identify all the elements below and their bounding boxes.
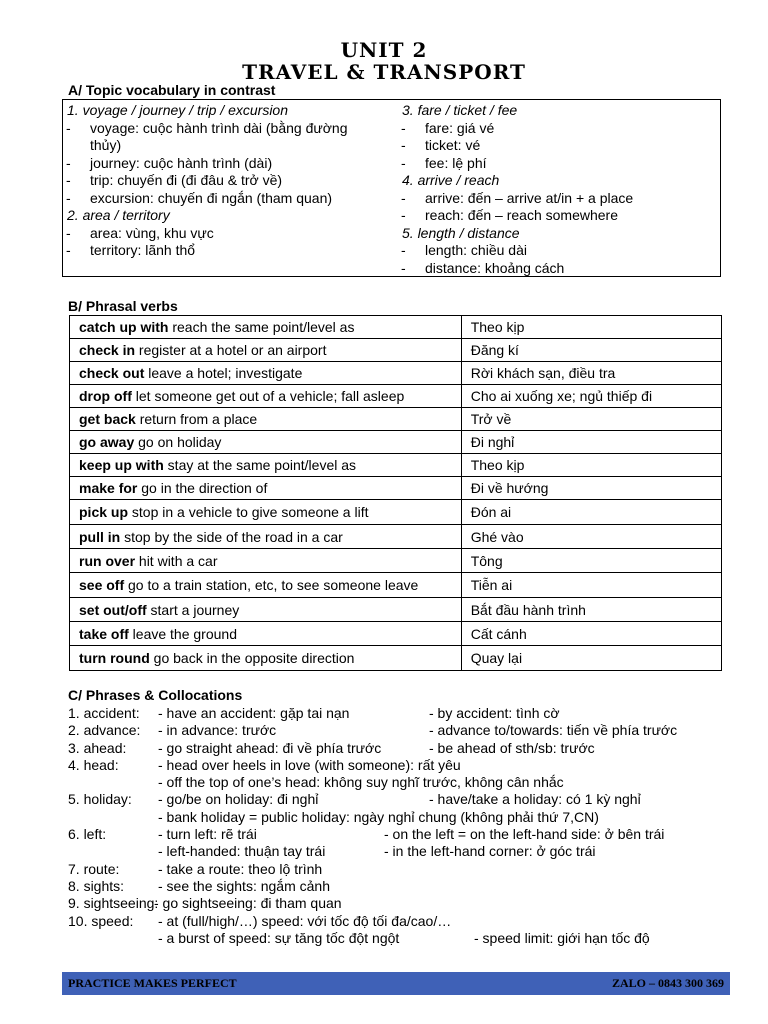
collocation-phrase: - see the sights: ngắm cảnh — [158, 877, 330, 894]
vocab-item: - reach: đến – reach somewhere — [401, 207, 618, 223]
phrasal-verb-row — [70, 362, 722, 385]
vocab-group-heading: 5. length / distance — [402, 224, 520, 241]
phrasal-verb-row — [70, 598, 722, 622]
collocation-phrase: - at (full/high/…) speed: với tốc độ tối đa/cao/… — [158, 912, 452, 929]
footer-slogan: PRACTICE MAKES PERFECT — [68, 976, 237, 990]
phrasal-verb-translation: Rời khách sạn, điều tra — [461, 362, 721, 385]
collocation-row — [68, 843, 728, 860]
section-b-heading: B/ Phrasal verbs — [68, 298, 178, 314]
phrasal-verb-definition: go to a train station, etc, to see someone leave — [124, 577, 419, 593]
collocation-row — [68, 705, 728, 722]
phrasal-verb-translation: Đi về hướng — [461, 477, 721, 500]
phrasal-verb-definition: let someone get out of a vehicle; fall asleep — [131, 388, 405, 404]
section-c-heading: C/ Phrases & Collocations — [68, 687, 243, 703]
phrasal-verb: turn round — [79, 650, 150, 666]
collocation-keyword: 10. speed: — [68, 912, 134, 929]
phrasal-verb-translation: Tông — [461, 549, 721, 573]
phrasal-verb-row — [70, 525, 722, 549]
collocation-phrase: - speed limit: giới hạn tốc độ — [474, 929, 650, 946]
vocab-item: - fee: lệ phí — [401, 154, 487, 171]
collocation-phrase: - be ahead of sth/sb: trước — [429, 739, 595, 756]
collocation-phrase: - go straight ahead: đi về phía trước — [158, 739, 382, 756]
phrasal-verb-translation: Cho ai xuống xe; ngủ thiếp đi — [461, 385, 721, 408]
phrasal-verb-row — [70, 339, 722, 362]
phrasal-verb-row — [70, 316, 722, 339]
phrasal-verb: see off — [79, 577, 125, 593]
collocation-row — [68, 774, 728, 791]
section-a-heading: A/ Topic vocabulary in contrast — [68, 82, 276, 98]
collocation-row — [68, 913, 728, 930]
collocation-row — [68, 826, 728, 843]
phrasal-verb: set out/off — [79, 601, 147, 618]
collocation-phrase: - turn left: rẽ trái — [158, 826, 257, 843]
phrasal-verb: drop off — [79, 388, 132, 404]
vocab-item: - ticket: vé — [401, 137, 481, 153]
phrasal-verb-row — [70, 477, 722, 500]
phrasal-verbs-table — [69, 315, 722, 671]
phrasal-verb-translation: Đi nghỉ — [461, 431, 721, 454]
phrasal-verb-definition: start a journey — [146, 601, 240, 618]
collocation-phrase: - take a route: theo lộ trình — [158, 860, 323, 877]
phrasal-verb-definition: leave a hotel; investigate — [144, 365, 303, 381]
collocation-keyword: 8. sights: — [68, 877, 125, 894]
vocabulary-box — [62, 99, 721, 277]
phrasal-verb: run over — [79, 552, 136, 569]
collocation-phrase: - head over heels in love (with someone): rất yêu — [158, 756, 461, 773]
collocation-phrase: - have/take a holiday: có 1 kỳ nghỉ — [429, 791, 641, 808]
phrasal-verb-row — [70, 646, 722, 671]
phrasal-verb: catch up with — [79, 319, 169, 335]
phrasal-verb-definition: stop in a vehicle to give someone a lift — [128, 504, 369, 520]
phrasal-verb-translation: Quay lại — [461, 646, 721, 671]
collocation-phrase: - on the left = on the left-hand side: ở bên trái — [384, 826, 665, 843]
collocation-row — [68, 861, 728, 878]
collocation-phrase: - have an accident: gặp tai nạn — [158, 705, 350, 721]
phrasal-verb-definition: leave the ground — [128, 625, 237, 642]
collocation-phrase: - by accident: tình cờ — [429, 705, 560, 721]
vocab-item: - trip: chuyến đi (đi đâu & trở về) — [66, 172, 283, 188]
phrasal-verb-row — [70, 431, 722, 454]
phrasal-verb-definition: go back in the opposite direction — [149, 650, 355, 666]
collocation-phrase: - advance to/towards: tiến về phía trước — [429, 722, 678, 739]
collocation-phrase: - in the left-hand corner: ở góc trái — [384, 843, 596, 860]
phrasal-verb-definition: register at a hotel or an airport — [135, 342, 327, 358]
collocation-phrase: - go/be on holiday: đi nghỉ — [158, 791, 319, 808]
phrasal-verb: take off — [79, 625, 129, 642]
phrasal-verb-row — [70, 622, 722, 646]
collocation-keyword: 7. route: — [68, 860, 120, 877]
vocab-item: thủy) — [90, 137, 122, 153]
phrasal-verb-translation: Đăng kí — [461, 339, 721, 362]
phrasal-verb: check out — [79, 365, 145, 381]
phrasal-verb-definition: return from a place — [135, 411, 258, 427]
collocation-row — [68, 791, 728, 808]
phrasal-verb-row — [70, 500, 722, 525]
collocation-keyword: 1. accident: — [68, 705, 140, 721]
vocab-item: - length: chiều dài — [401, 242, 527, 258]
collocations-list — [68, 705, 728, 947]
phrasal-verb-row — [70, 385, 722, 408]
vocabulary-left-column — [67, 102, 387, 260]
collocation-row — [68, 722, 728, 739]
phrasal-verb: get back — [79, 411, 136, 427]
vocab-group-heading: 3. fare / ticket / fee — [402, 102, 518, 118]
vocab-group-heading: 1. voyage / journey / trip / excursion — [67, 102, 288, 118]
vocab-item: - excursion: chuyến đi ngắn (tham quan) — [66, 189, 333, 206]
phrasal-verb-translation: Theo kịp — [461, 454, 721, 477]
vocab-group-heading: 2. area / territory — [67, 207, 170, 223]
phrasal-verb: pick up — [79, 504, 129, 520]
phrasal-verb: keep up with — [79, 457, 164, 473]
phrasal-verb-row — [70, 573, 722, 598]
unit-title: UNIT 2 — [340, 38, 428, 62]
footer-contact: ZALO – 0843 300 369 — [611, 976, 724, 990]
vocab-item: - voyage: cuộc hành trình dài (bằng đường — [66, 119, 348, 136]
collocation-phrase: - bank holiday = public holiday: ngày nghỉ chung (không phải thứ 7,CN) — [158, 808, 599, 825]
collocation-keyword: 5. holiday: — [68, 791, 132, 808]
phrasal-verb-translation: Trở về — [461, 408, 721, 431]
phrasal-verb-translation: Đón ai — [461, 500, 721, 525]
phrasal-verb-translation: Bắt đầu hành trình — [461, 598, 721, 622]
collocation-row — [68, 878, 728, 895]
collocation-keyword: 4. head: — [68, 756, 119, 773]
collocation-keyword: 2. advance: — [68, 722, 141, 739]
phrasal-verb-row — [70, 408, 722, 431]
vocab-item: - fare: giá vé — [401, 119, 495, 136]
vocabulary-right-column — [402, 102, 712, 277]
footer-bar — [62, 972, 730, 995]
phrasal-verb-definition: reach the same point/level as — [168, 319, 355, 335]
phrasal-verb-translation: Ghé vào — [461, 525, 721, 549]
phrasal-verb-definition: stop by the side of the road in a car — [120, 528, 343, 545]
phrasal-verb-definition: hit with a car — [135, 552, 218, 569]
collocation-keyword: 6. left: — [68, 826, 107, 843]
phrasal-verb-row — [70, 454, 722, 477]
phrasal-verb-definition: go in the direction of — [137, 480, 268, 496]
collocation-phrase: - go sightseeing: đi tham quan — [154, 895, 342, 912]
phrasal-verb-row — [70, 549, 722, 573]
collocation-row — [68, 757, 728, 774]
collocation-row — [68, 740, 728, 757]
phrasal-verb: pull in — [79, 528, 121, 545]
vocab-item: - distance: khoảng cách — [401, 259, 565, 276]
phrasal-verb-definition: stay at the same point/level as — [163, 457, 357, 473]
collocation-phrase: - off the top of one’s head: không suy nghĩ trước, không cân nhắc — [158, 774, 564, 791]
phrasal-verb-translation: Cất cánh — [461, 622, 721, 646]
vocab-item: - area: vùng, khu vực — [66, 224, 214, 241]
vocab-item: - arrive: đến – arrive at/in + a place — [401, 189, 634, 206]
unit-subtitle: TRAVEL & TRANSPORT — [242, 60, 526, 84]
vocab-item: - journey: cuộc hành trình (dài) — [66, 154, 273, 171]
phrasal-verb: go away — [79, 434, 135, 450]
collocation-phrase: - left-handed: thuận tay trái — [158, 843, 326, 860]
vocab-group-heading: 4. arrive / reach — [402, 172, 500, 188]
phrasal-verb-translation: Theo kịp — [461, 316, 721, 339]
collocation-phrase: - a burst of speed: sự tăng tốc đột ngột — [158, 929, 400, 946]
phrasal-verb: check in — [79, 342, 136, 358]
phrasal-verb-translation: Tiễn ai — [461, 573, 721, 598]
collocation-phrase: - in advance: trước — [158, 722, 277, 739]
vocab-item: - territory: lãnh thổ — [66, 242, 196, 258]
phrasal-verb-definition: go on holiday — [134, 434, 222, 450]
collocation-row — [68, 930, 728, 947]
collocation-row — [68, 809, 728, 826]
collocation-keyword: 3. ahead: — [68, 739, 127, 756]
collocation-row — [68, 895, 728, 912]
collocation-keyword: 9. sightseeing: — [68, 895, 159, 912]
phrasal-verb: make for — [79, 480, 138, 496]
